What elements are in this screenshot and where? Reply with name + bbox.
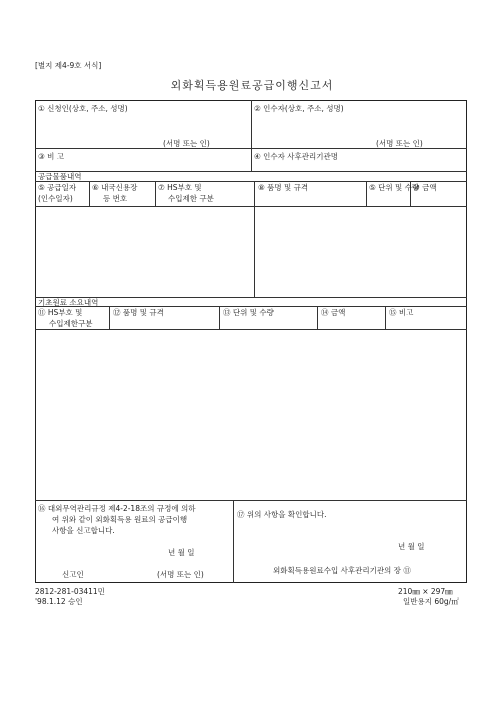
material-section-header: 기초원료 소요내역 [38, 298, 99, 307]
col-material-item-spec: ⑫ 품명 및 규격 [113, 308, 164, 317]
col-supply-date-sub: (인수일자) [38, 194, 73, 203]
applicant-sign-label: (서명 또는 인) [163, 139, 210, 148]
col-amount: ⑩ 금액 [413, 183, 437, 192]
applicant-label: ① 신청인(상호, 주소, 성명) [38, 104, 128, 113]
col-material-unit-qty: ⑬ 단위 및 수량 [223, 308, 274, 317]
col-item-spec: ⑧ 품명 및 규격 [258, 183, 309, 192]
paper-size: 210㎜ × 297㎜ [398, 587, 453, 596]
declaration-text-line1: ⑯ 대외무역관리규정 제4-2-18조의 규정에 의하 [38, 504, 196, 513]
col-material-remark: ⑮ 비고 [389, 308, 414, 317]
supply-section-header: 공급물품내역 [38, 172, 82, 181]
remark-label: ③ 비 고 [38, 152, 64, 161]
receiver-label: ② 인수자(상호, 주소, 성명) [254, 104, 344, 113]
receiver-sign-label: (서명 또는 인) [376, 139, 423, 148]
col-hs-code-sub: 수입제한 구분 [168, 194, 214, 203]
declaration-date: 년 월 일 [168, 548, 195, 557]
declaration-text-line3: 사항을 신고합니다. [52, 526, 115, 535]
confirmation-date: 년 월 일 [398, 542, 425, 551]
confirmation-agency: 외화획득용원료수입 사후관리기관의 장 ⑪ [273, 566, 411, 575]
confirmation-text: ⑰ 위의 사항을 확인합니다. [237, 510, 327, 519]
col-supply-date: ⑤ 공급일자 [38, 183, 77, 192]
declarant-label: 신고인 [62, 570, 84, 579]
col-material-hs-code: ⑪ HS부호 및 [38, 308, 83, 317]
approval-date: '98.1.12 승인 [35, 597, 83, 606]
col-lc-number: ⑥ 내국신용장 [92, 183, 138, 192]
col-lc-number-sub: 등 번호 [103, 194, 128, 203]
declarant-sign-label: (서명 또는 인) [157, 570, 204, 579]
col-material-amount: ⑭ 금액 [321, 308, 346, 317]
col-material-hs-code-sub: 수입제한구분 [49, 319, 93, 328]
form-number-label: [별지 제4-9호 서식] [35, 61, 102, 70]
post-agency-label: ④ 인수자 사후관리기관명 [254, 152, 338, 161]
col-unit-qty: ⑤ 단위 및 수량 [369, 183, 420, 192]
declaration-text-line2: 여 위와 같이 외화획득용 원료의 공급이행 [52, 515, 188, 524]
form-code: 2812-281-03411민 [35, 587, 105, 596]
page-title: 외화획득용원료공급이행신고서 [170, 79, 334, 92]
paper-type: 일반용지 60g/㎡ [403, 597, 459, 606]
col-hs-code: ⑦ HS부호 및 [158, 183, 202, 192]
